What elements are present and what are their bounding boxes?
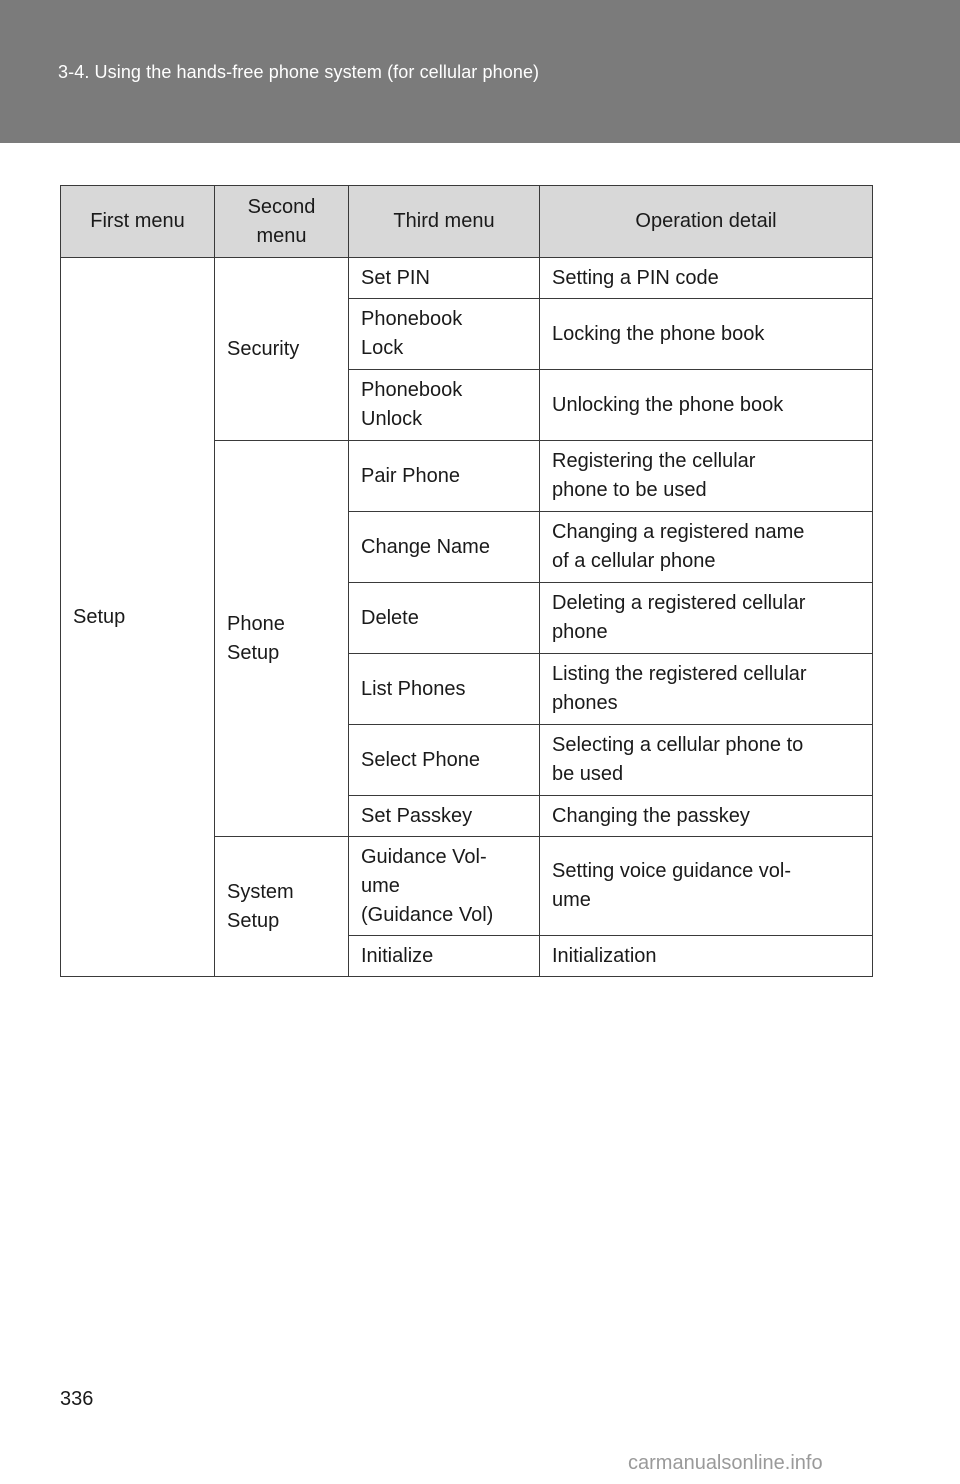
third-menu-cell: Set Passkey [349,796,540,837]
operation-detail-cell: Listing the registered cellular phones [540,654,873,725]
second-menu-cell: Phone Setup [215,441,349,837]
operation-detail-cell: Changing the passkey [540,796,873,837]
operation-detail-cell: Initialization [540,936,873,977]
watermark: carmanualsonline.info [628,1452,823,1474]
third-menu-cell: Phonebook Unlock [349,370,540,441]
second-menu-cell: System Setup [215,837,349,977]
third-menu-cell: Set PIN [349,258,540,299]
operation-detail-cell: Unlocking the phone book [540,370,873,441]
third-menu-cell: Phonebook Lock [349,299,540,370]
third-menu-cell: List Phones [349,654,540,725]
third-menu-cell: Select Phone [349,725,540,796]
operation-detail-cell: Selecting a cellular phone to be used [540,725,873,796]
third-menu-cell: Change Name [349,512,540,583]
column-header-third-menu: Third menu [349,186,540,258]
second-menu-cell: Security [215,258,349,441]
third-menu-cell: Initialize [349,936,540,977]
operation-detail-cell: Locking the phone book [540,299,873,370]
column-header-operation-detail: Operation detail [540,186,873,258]
first-menu-cell: Setup [61,258,215,977]
section-title: 3-4. Using the hands-free phone system (for cellular phone) [58,62,540,82]
third-menu-cell: Pair Phone [349,441,540,512]
operation-detail-cell: Setting a PIN code [540,258,873,299]
header-band [0,0,960,143]
operation-detail-cell: Registering the cellular phone to be used [540,441,873,512]
operation-detail-cell: Setting voice guidance vol- ume [540,837,873,936]
page-number: 336 [60,1388,94,1410]
column-header-first-menu: First menu [61,186,215,258]
operation-detail-cell: Deleting a registered cellular phone [540,583,873,654]
operation-detail-cell: Changing a registered name of a cellular phone [540,512,873,583]
menu-table [60,185,873,977]
table-header-row [61,186,873,258]
third-menu-cell: Guidance Vol- ume (Guidance Vol) [349,837,540,936]
column-header-second-menu: Second menu [215,186,349,258]
third-menu-cell: Delete [349,583,540,654]
table-row [61,258,873,299]
